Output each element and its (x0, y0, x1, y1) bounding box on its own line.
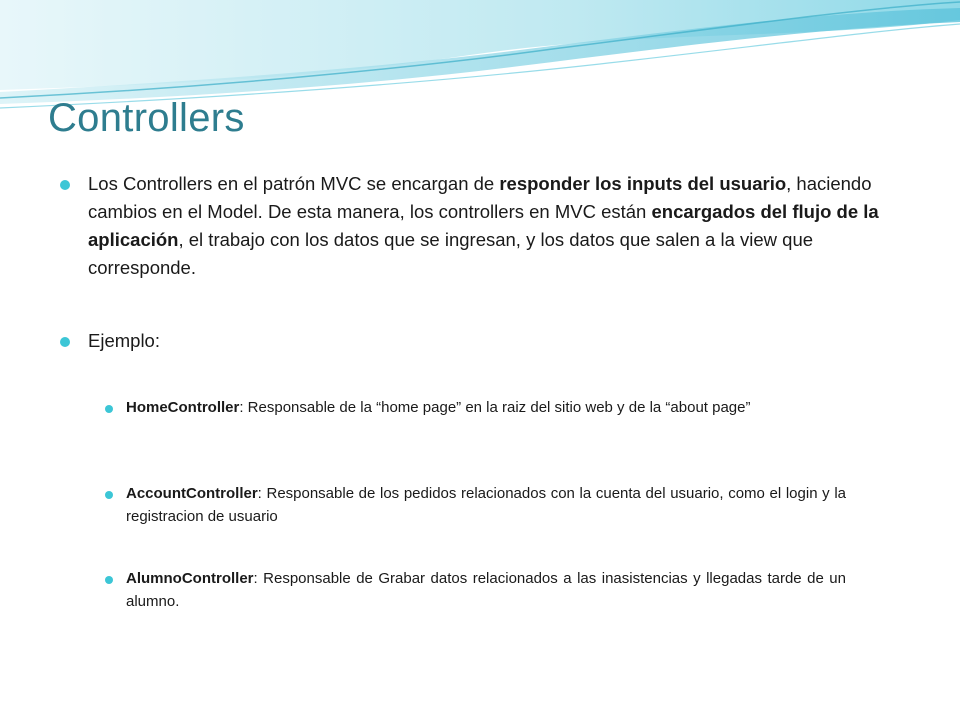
controller-name: HomeController (126, 399, 240, 416)
controller-desc: : Responsable de la “home page” en la raiz del sitio web y de la “about page” (239, 399, 751, 416)
emphasis-run: responder los inputs del usuario (499, 173, 787, 194)
controllers-description (88, 170, 908, 282)
text-run: Los Controllers en el patrón MVC se encargan de (88, 173, 500, 194)
sub-bullet-dot (105, 576, 113, 584)
example-item (126, 567, 846, 613)
example-item (126, 396, 846, 419)
bullet-dot (60, 180, 70, 190)
example-heading: Ejemplo: (88, 330, 160, 351)
emphasis-run: encargados del flujo de la aplicación (88, 201, 879, 250)
example-item (126, 482, 846, 528)
bullet-dot (60, 337, 70, 347)
controller-desc: : Responsable de Grabar datos relacionados a las inasistencias y llegadas tarde de un alumno. (126, 570, 846, 610)
sub-bullet-dot (105, 491, 113, 499)
slide-title: Controllers (48, 96, 245, 140)
text-run: , el trabajo con los datos que se ingresan, y los datos que salen a la view que corresponde. (88, 229, 814, 278)
text-run: , haciendo cambios en el Model. De esta manera, los controllers en MVC están (88, 173, 872, 222)
controller-name: AccountController (126, 485, 258, 502)
controller-desc: : Responsable de los pedidos relacionados con la cuenta del usuario, como el login y la registracion de usuario (126, 485, 846, 525)
controller-name: AlumnoController (126, 570, 254, 587)
sub-bullet-dot (105, 405, 113, 413)
